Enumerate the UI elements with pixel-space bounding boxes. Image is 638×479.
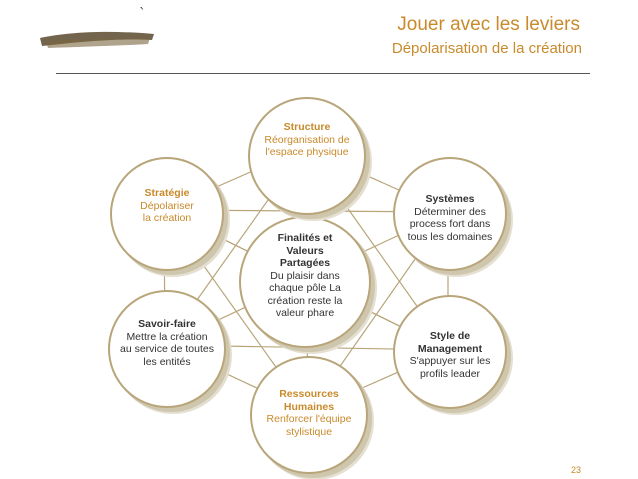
- node-systemes: [393, 157, 507, 271]
- node-body: Mettre la création au service de toutes les entités: [120, 330, 214, 368]
- page-title: Jouer avec les leviers: [397, 14, 580, 35]
- node-title: Style de Management: [417, 330, 483, 355]
- node-savoir-faire: [108, 290, 226, 408]
- node-body: S'appuyer sur les profils leader: [409, 355, 491, 380]
- node-strategie: [110, 157, 224, 271]
- node-style-management: [393, 295, 507, 409]
- node-body: Du plaisir dans chaque pôle La création reste la valeur phare: [267, 269, 343, 319]
- node-title: Ressources Humaines: [279, 388, 339, 413]
- node-body: Déterminer des process fort dans tous les domaines: [407, 205, 493, 243]
- node-title: Stratégie: [144, 187, 190, 199]
- node-finalites-valeurs: [239, 216, 371, 348]
- node-title: Structure: [283, 121, 331, 133]
- node-body: Dépolariser la création: [140, 199, 194, 224]
- node-body: Renforcer l'équipe stylistique: [266, 413, 352, 438]
- node-title: Savoir-faire: [138, 318, 196, 330]
- node-ressources-humaines: [250, 356, 368, 474]
- page-subtitle: Dépolarisation de la création: [391, 40, 582, 57]
- node-structure: [248, 97, 366, 215]
- node-title: Finalités et Valeurs Partagées: [277, 232, 333, 269]
- page-number: 23: [571, 465, 582, 475]
- accent-mark: `: [139, 6, 146, 22]
- node-body: Réorganisation de l'espace physique: [264, 133, 350, 158]
- node-title: Systèmes: [425, 193, 475, 205]
